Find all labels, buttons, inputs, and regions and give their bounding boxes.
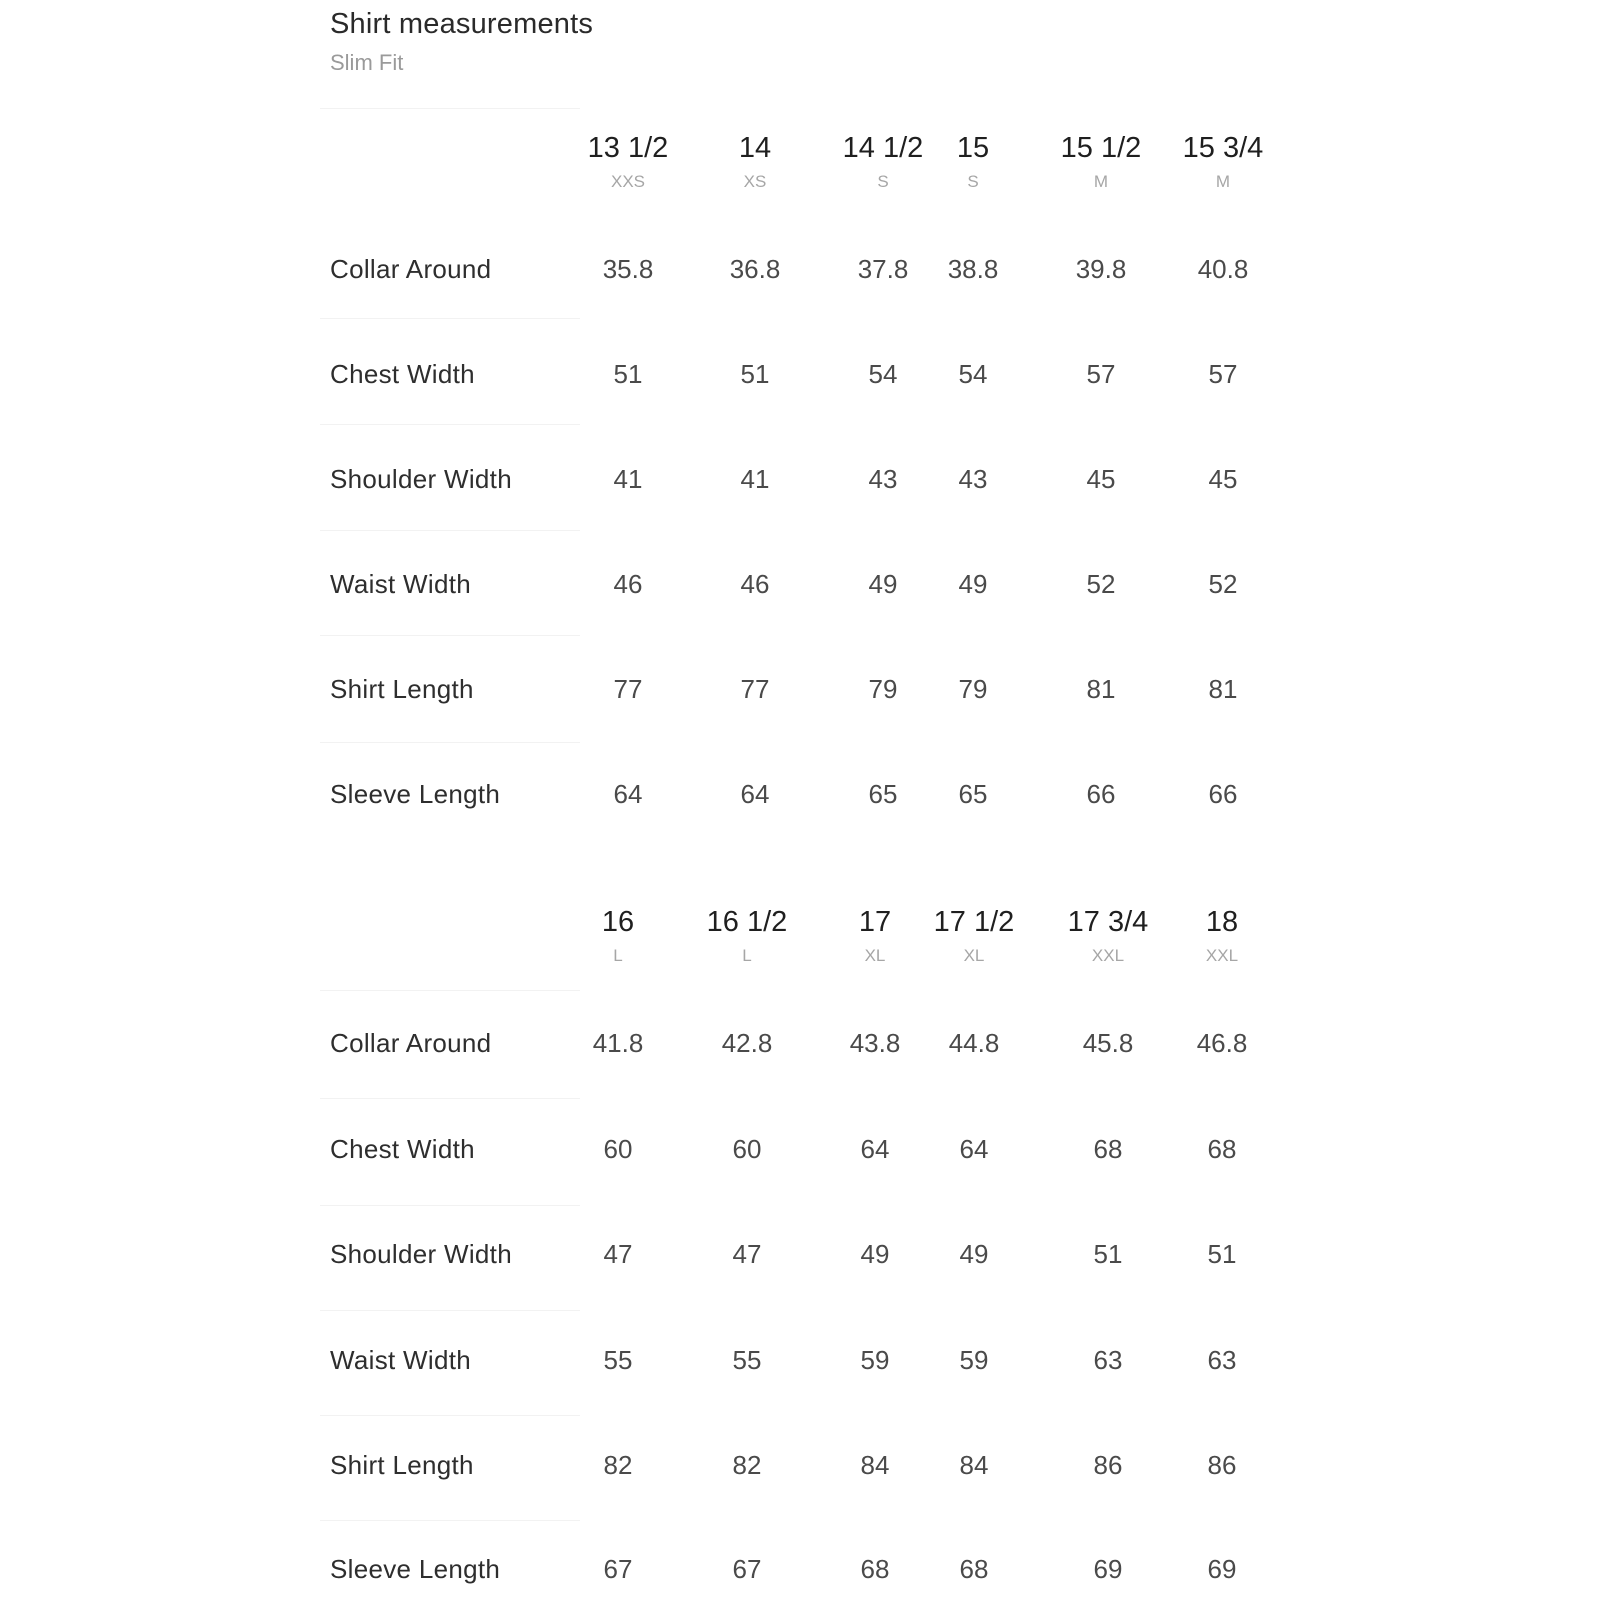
table-cell: 39.8 xyxy=(1075,254,1127,284)
table-cell: 57 xyxy=(1208,359,1238,389)
size-code: M xyxy=(1093,172,1109,191)
table-cell: 35.8 xyxy=(602,254,654,284)
row-label: Waist Width xyxy=(330,1345,472,1375)
table-cell: 47 xyxy=(732,1239,762,1269)
table-cell: 84 xyxy=(860,1450,890,1480)
table-cell: 63 xyxy=(1207,1345,1237,1375)
table-cell: 68 xyxy=(1207,1134,1237,1164)
table-cell: 60 xyxy=(603,1134,633,1164)
divider xyxy=(320,1310,580,1311)
table-cell: 55 xyxy=(603,1345,633,1375)
table-cell: 79 xyxy=(868,674,898,704)
table-cell: 47 xyxy=(603,1239,633,1269)
row-label: Chest Width xyxy=(330,359,475,389)
table-cell: 54 xyxy=(958,359,988,389)
table-cell: 37.8 xyxy=(857,254,909,284)
table-cell: 42.8 xyxy=(721,1028,773,1058)
table-cell: 79 xyxy=(958,674,988,704)
table-cell: 82 xyxy=(732,1450,762,1480)
table-cell: 46.8 xyxy=(1196,1028,1248,1058)
table-cell: 66 xyxy=(1086,779,1116,809)
divider xyxy=(320,1415,580,1416)
size-code: S xyxy=(877,172,889,191)
table-cell: 59 xyxy=(860,1345,890,1375)
table-cell: 41 xyxy=(613,464,643,494)
table-cell: 38.8 xyxy=(947,254,999,284)
size-code: XS xyxy=(743,172,767,191)
table-cell: 43.8 xyxy=(849,1028,901,1058)
size-code: L xyxy=(613,946,623,965)
table-cell: 66 xyxy=(1208,779,1238,809)
table-cell: 45 xyxy=(1086,464,1116,494)
size-code: M xyxy=(1215,172,1231,191)
table-cell: 51 xyxy=(740,359,770,389)
table-cell: 43 xyxy=(958,464,988,494)
table-cell: 86 xyxy=(1207,1450,1237,1480)
table-cell: 45 xyxy=(1208,464,1238,494)
table-cell: 51 xyxy=(1093,1239,1123,1269)
table-cell: 41 xyxy=(740,464,770,494)
table-cell: 86 xyxy=(1093,1450,1123,1480)
divider xyxy=(320,990,580,991)
divider xyxy=(320,1205,580,1206)
size-label: 17 1/2 xyxy=(933,906,1015,938)
row-label: Chest Width xyxy=(330,1134,475,1164)
table-cell: 36.8 xyxy=(729,254,781,284)
table-cell: 64 xyxy=(860,1134,890,1164)
table-cell: 40.8 xyxy=(1197,254,1249,284)
table-cell: 82 xyxy=(603,1450,633,1480)
size-label: 17 3/4 xyxy=(1067,906,1149,938)
table-cell: 69 xyxy=(1093,1554,1123,1584)
table-cell: 49 xyxy=(860,1239,890,1269)
table-cell: 81 xyxy=(1086,674,1116,704)
page-subtitle: Slim Fit xyxy=(330,50,404,75)
row-label: Waist Width xyxy=(330,569,472,599)
size-label: 13 1/2 xyxy=(587,132,669,164)
table-cell: 69 xyxy=(1207,1554,1237,1584)
size-label: 15 3/4 xyxy=(1182,132,1264,164)
table-cell: 60 xyxy=(732,1134,762,1164)
table-cell: 64 xyxy=(959,1134,989,1164)
table-cell: 51 xyxy=(613,359,643,389)
table-cell: 77 xyxy=(740,674,770,704)
table-cell: 49 xyxy=(868,569,898,599)
table-cell: 77 xyxy=(613,674,643,704)
size-code: XXL xyxy=(1091,946,1125,965)
size-code: XL xyxy=(963,946,985,965)
table-cell: 52 xyxy=(1208,569,1238,599)
table-cell: 63 xyxy=(1093,1345,1123,1375)
row-label: Sleeve Length xyxy=(330,1554,501,1584)
size-label: 15 1/2 xyxy=(1060,132,1142,164)
row-label: Collar Around xyxy=(330,254,492,284)
table-cell: 68 xyxy=(1093,1134,1123,1164)
row-label: Shoulder Width xyxy=(330,1239,512,1269)
size-code: XXS xyxy=(610,172,646,191)
size-code: L xyxy=(742,946,752,965)
table-cell: 57 xyxy=(1086,359,1116,389)
row-label: Sleeve Length xyxy=(330,779,501,809)
table-cell: 65 xyxy=(868,779,898,809)
table-cell: 45.8 xyxy=(1082,1028,1134,1058)
size-code: XL xyxy=(864,946,886,965)
table-cell: 68 xyxy=(959,1554,989,1584)
table-cell: 68 xyxy=(860,1554,890,1584)
table-cell: 59 xyxy=(959,1345,989,1375)
table-cell: 67 xyxy=(603,1554,633,1584)
table-cell: 67 xyxy=(732,1554,762,1584)
page-title: Shirt measurements xyxy=(330,8,594,40)
table-cell: 65 xyxy=(958,779,988,809)
size-label: 16 1/2 xyxy=(706,906,788,938)
divider xyxy=(320,1520,580,1521)
size-label: 18 xyxy=(1205,906,1239,938)
divider xyxy=(320,1098,580,1099)
table-cell: 52 xyxy=(1086,569,1116,599)
size-code: XXL xyxy=(1205,946,1239,965)
row-label: Shoulder Width xyxy=(330,464,512,494)
size-label: 14 1/2 xyxy=(842,132,924,164)
size-label: 17 xyxy=(858,906,892,938)
table-cell: 49 xyxy=(958,569,988,599)
size-label: 15 xyxy=(956,132,990,164)
size-code: S xyxy=(967,172,979,191)
table-cell: 46 xyxy=(740,569,770,599)
row-label: Collar Around xyxy=(330,1028,492,1058)
size-label: 14 xyxy=(738,132,772,164)
table-cell: 54 xyxy=(868,359,898,389)
table-cell: 81 xyxy=(1208,674,1238,704)
table-cell: 64 xyxy=(613,779,643,809)
size-label: 16 xyxy=(601,906,635,938)
table-cell: 84 xyxy=(959,1450,989,1480)
row-label: Shirt Length xyxy=(330,674,474,704)
row-label: Shirt Length xyxy=(330,1450,474,1480)
table-cell: 51 xyxy=(1207,1239,1237,1269)
table-cell: 43 xyxy=(868,464,898,494)
table-cell: 49 xyxy=(959,1239,989,1269)
table-cell: 46 xyxy=(613,569,643,599)
table-cell: 41.8 xyxy=(592,1028,644,1058)
table-cell: 64 xyxy=(740,779,770,809)
table-cell: 44.8 xyxy=(948,1028,1000,1058)
table-cell: 55 xyxy=(732,1345,762,1375)
